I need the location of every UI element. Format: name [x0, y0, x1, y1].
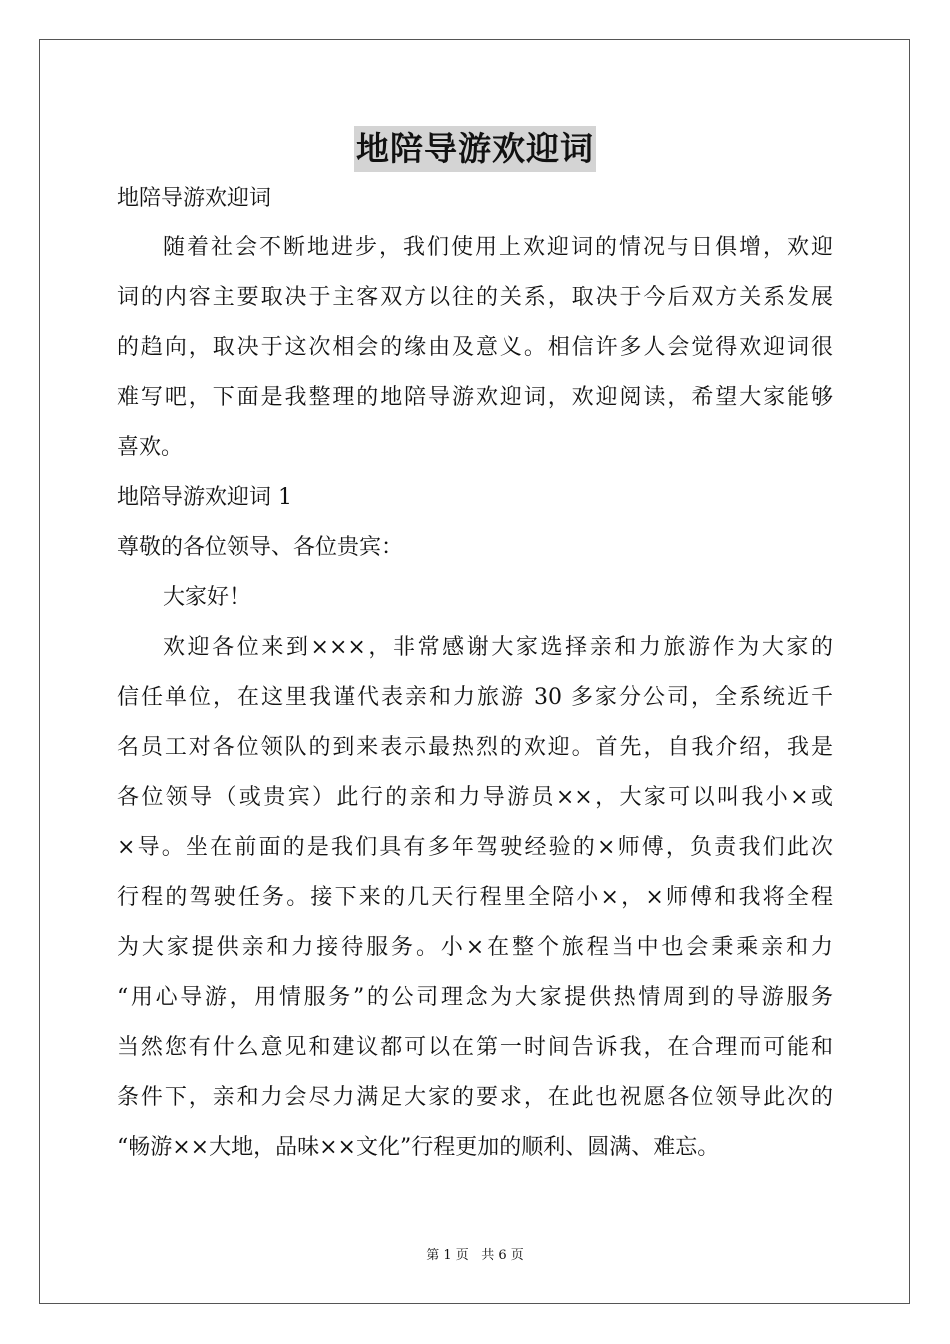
paragraph-line: 条件下，亲和力会尽力满足大家的要求，在此也祝愿各位领导此次的	[117, 1085, 833, 1110]
page-border	[39, 39, 910, 1304]
page-footer: 第 1 页 共 6 页	[426, 1248, 524, 1263]
paragraph-line: 随着社会不断地进步，我们使用上欢迎词的情况与日俱增，欢迎	[163, 235, 833, 260]
paragraph-line: 词的内容主要取决于主客双方以往的关系，取决于今后双方关系发展	[117, 285, 833, 310]
paragraph-line: ×导。坐在前面的是我们具有多年驾驶经验的×师傅，负责我们此次	[117, 835, 833, 860]
paragraph-line: 当然您有什么意见和建议都可以在第一时间告诉我，在合理而可能和	[117, 1035, 833, 1060]
greeting-line: 大家好！	[163, 585, 252, 610]
paragraph-line: 欢迎各位来到×××，非常感谢大家选择亲和力旅游作为大家的	[163, 635, 833, 660]
paragraph-line: 的趋向，取决于这次相会的缘由及意义。相信许多人会觉得欢迎词很	[117, 335, 833, 360]
paragraph-line: 为大家提供亲和力接待服务。小×在整个旅程当中也会秉乘亲和力	[117, 935, 833, 960]
title-container	[0, 126, 950, 172]
paragraph-line: 行程的驾驶任务。接下来的几天行程里全陪小×，×师傅和我将全程	[117, 885, 833, 910]
document-title: 地陪导游欢迎词	[354, 126, 596, 172]
subtitle-line: 地陪导游欢迎词	[117, 186, 272, 211]
section-heading: 地陪导游欢迎词 1	[117, 485, 292, 510]
paragraph-line: 信任单位，在这里我谨代表亲和力旅游 30 多家分公司，全系统近千	[117, 685, 833, 710]
paragraph-line: 各位领导（或贵宾）此行的亲和力导游员××，大家可以叫我小×或	[117, 785, 833, 810]
salutation-line: 尊敬的各位领导、各位贵宾：	[117, 535, 404, 560]
paragraph-line: “用心导游，用情服务”的公司理念为大家提供热情周到的导游服务	[117, 985, 833, 1010]
paragraph-line: 难写吧，下面是我整理的地陪导游欢迎词，欢迎阅读，希望大家能够	[117, 385, 833, 410]
paragraph-line: 名员工对各位领队的到来表示最热烈的欢迎。首先，自我介绍，我是	[117, 735, 833, 760]
paragraph-line: 喜欢。	[117, 435, 184, 460]
paragraph-line: “畅游××大地，品味××文化”行程更加的顺利、圆满、难忘。	[117, 1135, 720, 1160]
